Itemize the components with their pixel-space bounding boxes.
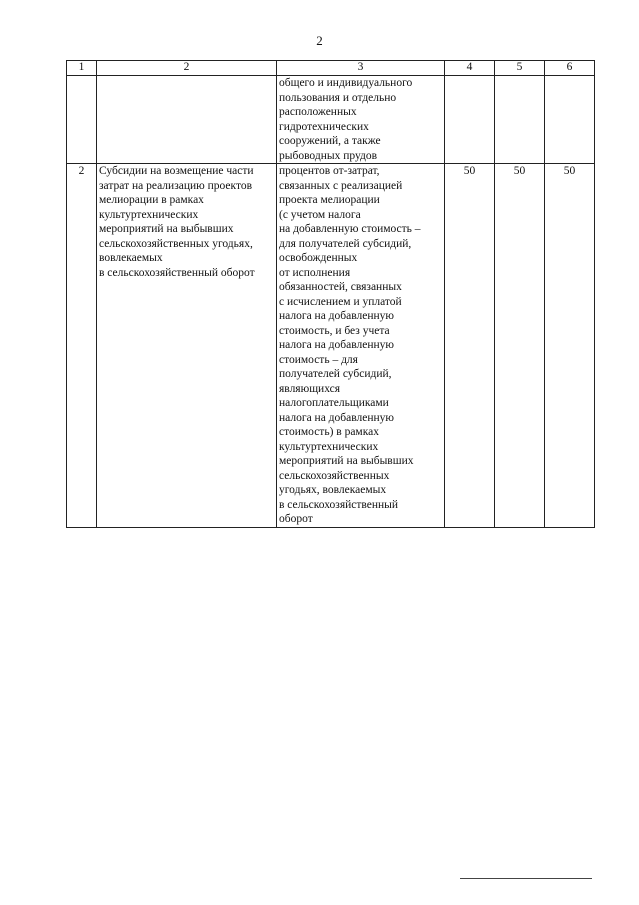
row2-subsidy-name (97, 164, 277, 528)
desc-text-line: получателей субсидий, (279, 368, 392, 380)
desc-text-line: (с учетом налога (279, 208, 361, 221)
row2-description (277, 164, 445, 528)
cont-text-line: рыбоводных прудов (279, 149, 378, 162)
cont-text-line: сооружений, а также (279, 135, 381, 147)
cont-col-3 (277, 76, 445, 164)
desc-text-line: культуртехнических (279, 440, 379, 453)
name-text-line: сельскохозяйственных угодьях, (99, 237, 253, 250)
header-col-2: 2 (97, 61, 277, 76)
row2-number: 2 (67, 164, 97, 528)
cont-col-1 (67, 76, 97, 164)
name-text-line: в сельскохозяйственный оборот (99, 266, 255, 279)
name-text-line: Субсидии на возмещение части (99, 165, 254, 177)
table-row-continuation (67, 76, 595, 164)
cont-col-6 (545, 76, 595, 164)
page-number: 2 (316, 33, 323, 48)
name-text-line: мелиорации в рамках (99, 194, 204, 206)
footer-rule (460, 878, 592, 879)
row2-col4-value: 50 (445, 164, 495, 528)
subsidy-table (66, 60, 595, 528)
table-header-row (67, 61, 595, 76)
cont-text-line: гидротехнических (279, 120, 369, 133)
cont-col-2 (97, 76, 277, 164)
cont-text-line: расположенных (279, 106, 357, 118)
cont-col-4 (445, 76, 495, 164)
desc-text-line: с исчислением и уплатой (279, 295, 402, 308)
table-row-2 (67, 164, 595, 528)
header-col-5: 5 (495, 61, 545, 76)
name-text-line: мероприятий на выбывших (99, 223, 234, 235)
desc-text-line: от исполнения (279, 266, 351, 279)
desc-text-line: налога на добавленную (279, 411, 395, 424)
header-col-6: 6 (545, 61, 595, 76)
desc-text-line: процентов от-затрат, (279, 165, 380, 177)
row2-col6-value: 50 (545, 164, 595, 528)
desc-text-line: связанных с реализацией (279, 179, 403, 192)
header-col-4: 4 (445, 61, 495, 76)
desc-text-line: налогоплательщиками (279, 397, 389, 409)
row2-col5-value: 50 (495, 164, 545, 528)
cont-text-line: пользования и отдельно (279, 91, 397, 104)
desc-text-line: сельскохозяйственных (279, 469, 390, 482)
header-col-1: 1 (67, 61, 97, 76)
cont-col-5 (495, 76, 545, 164)
desc-text-line: являющихся (279, 382, 341, 395)
desc-text-line: в сельскохозяйственный (279, 498, 399, 511)
desc-text-line: стоимость, и без учета (279, 324, 390, 337)
desc-text-line: угодьях, вовлекаемых (279, 484, 387, 496)
name-text-line: культуртехнических (99, 208, 199, 221)
desc-text-line: для получателей субсидий, (279, 237, 412, 250)
desc-text-line: налога на добавленную (279, 339, 395, 351)
desc-text-line: стоимость) в рамках (279, 426, 379, 438)
name-text-line: затрат на реализацию проектов (99, 179, 253, 192)
desc-text-line: проекта мелиорации (279, 194, 380, 206)
desc-text-line: на добавленную стоимость – (279, 223, 421, 235)
desc-text-line: стоимость – для (279, 353, 358, 366)
header-col-3: 3 (277, 61, 445, 76)
desc-text-line: налога на добавленную (279, 310, 395, 322)
cont-text-line: общего и индивидуального (279, 77, 413, 89)
desc-text-line: оборот (279, 513, 313, 525)
desc-text-line: обязанностей, связанных (279, 281, 402, 293)
name-text-line: вовлекаемых (99, 252, 163, 264)
desc-text-line: освобожденных (279, 252, 358, 264)
desc-text-line: мероприятий на выбывших (279, 455, 414, 467)
